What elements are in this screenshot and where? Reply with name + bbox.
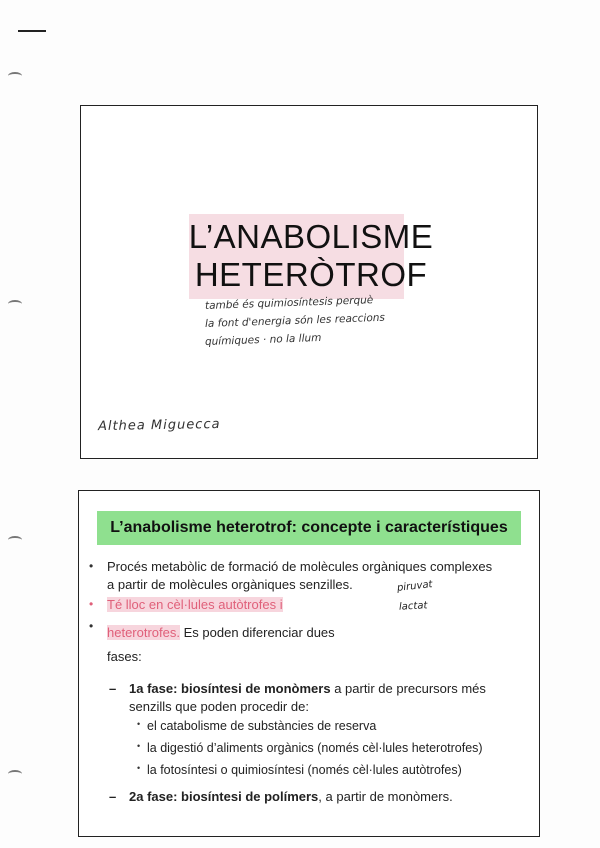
dash: – — [109, 681, 117, 696]
sub-item-2: la digestió d’aliments orgànics (només cèl·lules heterotrofes) — [147, 741, 483, 755]
bullet-3-text: Es poden diferenciar dues — [180, 625, 335, 640]
handwritten-note-line: químiques · no la llum — [204, 331, 322, 348]
bullet-2-line-1 — [107, 597, 283, 612]
handwritten-annotation: lactat — [398, 600, 428, 613]
dash: – — [109, 789, 117, 804]
bullet-3-line-2: fases: — [107, 649, 142, 664]
phase-1-line-1 — [129, 681, 486, 696]
punch-hole — [8, 300, 22, 308]
punch-hole — [8, 770, 22, 778]
phase-2-label: 2a fase: biosíntesi de polímers — [129, 789, 319, 804]
content-slide — [78, 490, 540, 837]
sub-item-3: la fotosíntesi o quimiosíntesi (només cèl·lules autòtrofes) — [147, 763, 462, 777]
sub-bullet: • — [137, 763, 141, 773]
sub-item-1: el catabolisme de substàncies de reserva — [147, 719, 377, 733]
phase-1-text: a partir de precursors més — [330, 681, 486, 696]
slide-title: L’anabolisme heterotrof: concepte i característiques — [97, 511, 521, 545]
bullet: • — [89, 619, 94, 633]
highlighted-text: heterotrofes. — [107, 625, 180, 640]
punch-hole — [8, 536, 22, 544]
phase-1-line-2: senzills que poden procedir de: — [129, 699, 309, 714]
handwritten-annotation: piruvat — [396, 579, 434, 594]
handwritten-note-line: també és quimiosíntesis perquè — [204, 294, 374, 312]
handwritten-note-line: la font d'energia són les reaccions — [204, 311, 386, 330]
phase-2-text: , a partir de monòmers. — [318, 789, 453, 804]
margin-mark — [18, 30, 46, 32]
title-line-1: L’ANABOLISME — [188, 218, 434, 255]
sub-bullet: • — [137, 719, 141, 729]
phase-2-line — [129, 789, 453, 804]
title-line-2: HETERÒTROF — [194, 256, 428, 293]
punch-hole — [8, 72, 22, 80]
author-name: Althea Miguecca — [97, 416, 221, 435]
sub-bullet: • — [137, 741, 141, 751]
bullet-3-line-1 — [107, 625, 335, 640]
bullet-1-line-2: a partir de molècules orgàniques senzilles. — [107, 577, 353, 592]
phase-1-label: 1a fase: biosíntesi de monòmers — [129, 681, 331, 696]
bullet: • — [89, 597, 94, 611]
highlighted-text: Té lloc en cèl·lules autòtrofes i — [107, 597, 283, 612]
bullet-1-line-1: Procés metabòlic de formació de molècules orgàniques complexes — [107, 559, 493, 574]
title-slide — [80, 105, 538, 459]
bullet: • — [89, 559, 94, 573]
